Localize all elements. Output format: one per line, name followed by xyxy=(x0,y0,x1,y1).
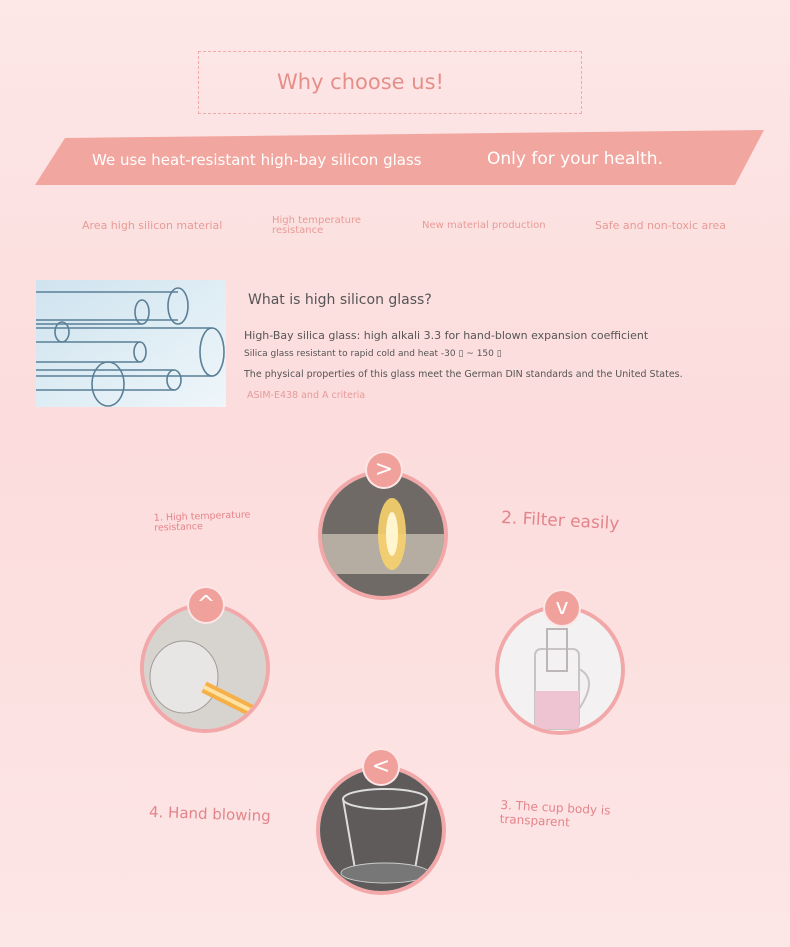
step-hand-blowing-image xyxy=(316,765,446,895)
banner-left-text: We use heat-resistant high-bay silicon glass xyxy=(92,151,422,169)
step-filter-image xyxy=(318,470,448,600)
feature-high-temperature: High temperature resistance xyxy=(272,215,362,236)
info-line: Silica glass resistant to rapid cold and heat -30 ▯ ~ 150 ▯ xyxy=(244,349,502,359)
chevron-left-icon: < xyxy=(364,750,398,784)
info-line: ASIM-E438 and A criteria xyxy=(247,390,366,401)
chevron-down-icon: v xyxy=(545,591,579,625)
feature-safe-non-toxic: Safe and non-toxic area xyxy=(595,219,727,232)
banner-right-text: Only for your health. xyxy=(487,149,663,169)
step-label-high-temperature: 1. High temperature resistance xyxy=(153,509,251,534)
info-heading: What is high silicon glass? xyxy=(248,292,432,308)
info-line: The physical properties of this glass meet the German DIN standards and the United States. xyxy=(244,369,683,380)
step-high-temperature-image xyxy=(140,603,270,733)
chevron-up-icon: ^ xyxy=(189,588,223,622)
step-label-filter: 2. Filter easily xyxy=(500,507,620,535)
step-label-transparent: 3. The cup body is transparent xyxy=(499,797,611,830)
step-label-hand-blowing: 4. Hand blowing xyxy=(148,802,271,826)
glass-tubes-image xyxy=(36,280,226,407)
chevron-right-icon: > xyxy=(367,453,401,487)
feature-silicon-material: Area high silicon material xyxy=(82,219,223,232)
info-line: High-Bay silica glass: high alkali 3.3 for hand-blown expansion coefficient xyxy=(244,329,649,342)
feature-new-material: New material production xyxy=(422,220,546,231)
page-title: Why choose us! xyxy=(277,70,444,94)
